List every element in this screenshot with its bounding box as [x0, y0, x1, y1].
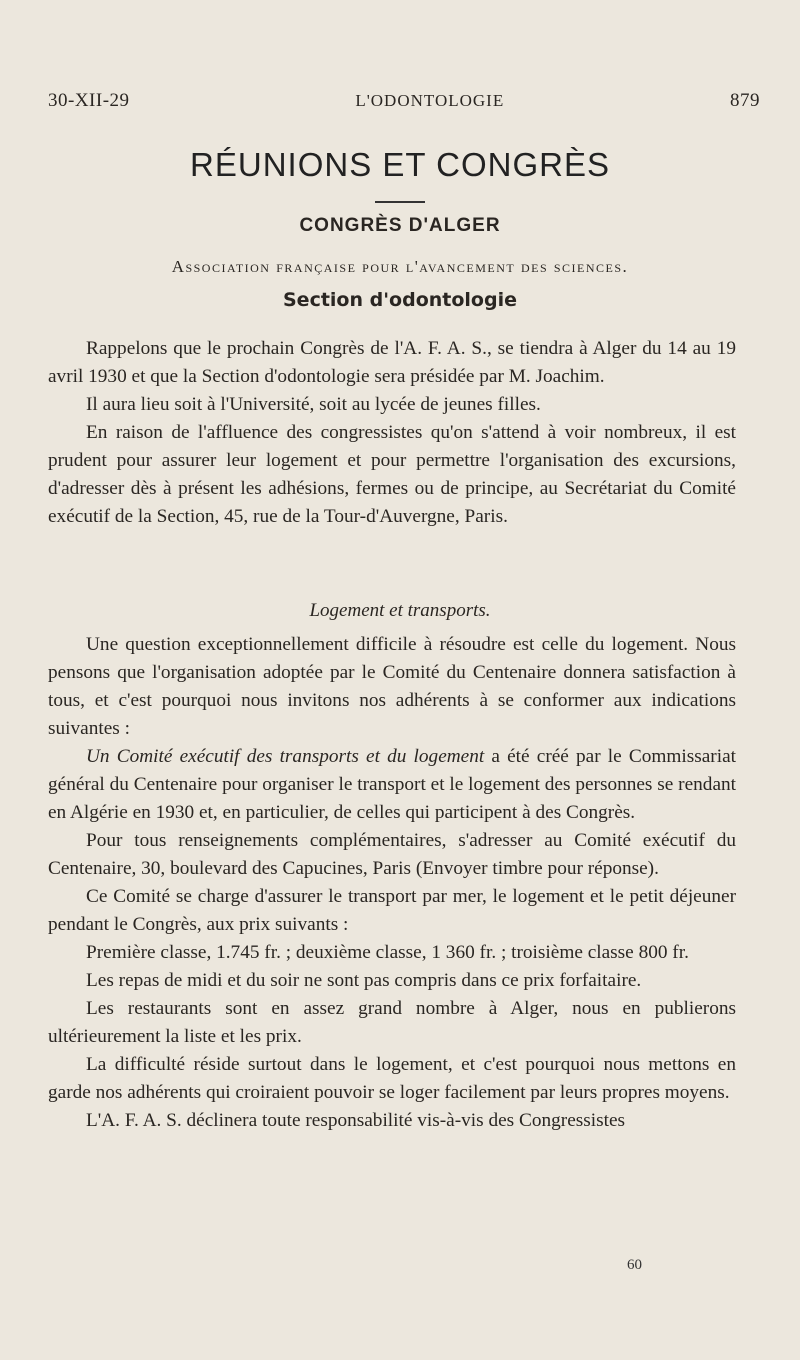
logement-heading: Logement et transports.	[309, 600, 491, 621]
paragraph: En raison de l'affluence des congressistes qu'on s'attend à voir nombreux, il est prudent pour assurer leur logement et pour permettre l'organisation des excursions, d'adresser dès à présent les adhésions, fermes ou de principe, au Secrétariat du Comité exécutif de la Section, 45, rue de la Tour-d'Auvergne, Paris.	[48, 422, 736, 527]
intro-paragraphs	[48, 335, 736, 531]
running-header	[48, 90, 760, 112]
comite-italic: Un Comité exécutif des transports et du logement	[86, 746, 485, 767]
paragraph: Les repas de midi et du soir ne sont pas compris dans ce prix forfaitaire.	[86, 970, 642, 991]
header-journal: L'ODONTOLOGIE	[355, 91, 505, 110]
title-divider	[375, 201, 425, 203]
page-subtitle: CONGRÈS D'ALGER	[299, 215, 501, 236]
paragraph: Ce Comité se charge d'assurer le transport par mer, le logement et le petit déjeuner pendant le Congrès, aux prix suivants :	[48, 886, 736, 935]
paragraph: Première classe, 1.745 fr. ; deuxième classe, 1 360 fr. ; troisième classe 800 fr.	[86, 942, 689, 963]
logement-paragraphs	[48, 631, 736, 1135]
paragraph-comite	[48, 743, 736, 827]
paragraph: Pour tous renseignements complémentaires, s'adresser au Comité exécutif du Centenaire, 30, boulevard des Capucines, Paris (Envoyer timbre pour réponse).	[48, 830, 736, 879]
paragraph: Il aura lieu soit à l'Université, soit au lycée de jeunes filles.	[86, 394, 541, 415]
header-page-number: 879	[730, 90, 760, 111]
paragraph: Une question exceptionnellement difficile à résoudre est celle du logement. Nous pensons que l'organisation adoptée par le Comité du Centenaire donnera satisfaction à tous, et c'est pourquoi nous invitons nos adhérents à se conformer aux indications suivantes :	[48, 634, 736, 739]
paragraph: L'A. F. A. S. déclinera toute responsabilité vis-à-vis des Congressistes	[86, 1110, 626, 1131]
header-date: 30-XII-29	[48, 90, 130, 111]
paragraph: La difficulté réside surtout dans le logement, et c'est pourquoi nous mettons en garde nos adhérents qui croiraient pouvoir se loger facilement par leurs propres moyens.	[48, 1054, 736, 1103]
folio-signature: 60	[627, 1257, 642, 1273]
comite-rest: a été créé par le Commissariat général du Centenaire pour organiser le transport et le logement des personnes se rendant en Algérie en 1930 et, en particulier, de celles qui participent à des Congrès.	[48, 746, 736, 823]
page-title: RÉUNIONS ET CONGRÈS	[190, 146, 610, 183]
association-line: Association française pour l'avancement des sciences.	[171, 257, 629, 276]
section-heading: Section d'odontologie	[283, 289, 517, 311]
paragraph: Les restaurants sont en assez grand nombre à Alger, nous en publierons ultérieurement la liste et les prix.	[48, 998, 736, 1047]
paragraph: Rappelons que le prochain Congrès de l'A. F. A. S., se tiendra à Alger du 14 au 19 avril 1930 et que la Section d'odontologie sera présidée par M. Joachim.	[48, 338, 736, 387]
